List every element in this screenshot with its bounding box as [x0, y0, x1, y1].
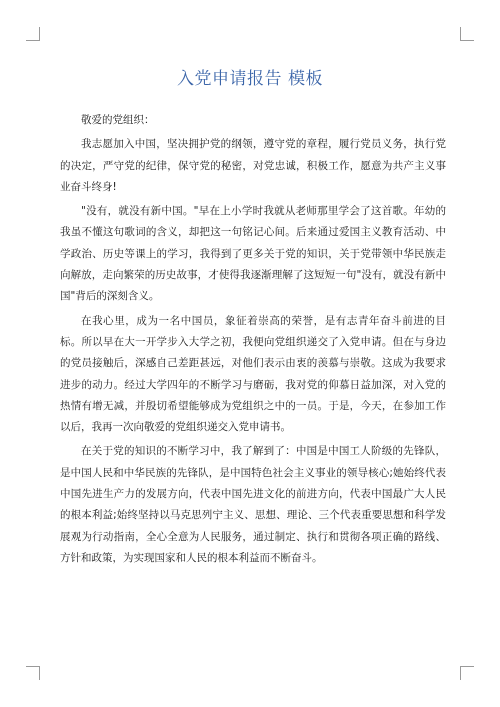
document-body	[60, 110, 446, 572]
salutation: 敬爱的党组织：	[81, 114, 155, 126]
paragraph-2: "没有，就没有新中国。"早在上小学时我就从老师那里学会了这首歌。年幼的我虽不懂这句歌词的含义，却把这一句铭记心间。后来通过爱国主义教育活动、中学政治、历史等课上的学习，我得到了更多关于党的知识，关于党带领中华民族走向解放，走向繁荣的历史故事，才使得我逐渐理解了这短短一句"没有，就没有新中国"背后的深刻含义。	[60, 205, 446, 303]
document-title: 入党申请报告 模板	[177, 69, 323, 89]
paragraph-4: 在关于党的知识的不断学习中，我了解到了：中国是中国工人阶级的先锋队，是中国人民和中华民族的先锋队，是中国特色社会主义事业的领导核心;她始终代表中国先进生产力的发展方向，代表中国先进文化的前进方向，代表中国最广大人民的根本利益;始终坚持以马克思列宁主义、思想、理论、三个代表重要思想和科学发展观为行动指南，全心全意为人民服务，通过制定、执行和贯彻各项正确的路线、方针和政策，为实现国家和人民的根本利益而不断奋斗。	[60, 445, 446, 564]
crop-mark-top-right	[460, 27, 474, 41]
crop-mark-top-left	[26, 27, 40, 41]
paragraph-3: 在我心里，成为一名中国员，象征着崇高的荣誉，是有志青年奋斗前进的目标。所以早在大一开学步入大学之初，我便向党组织递交了入党申请。但在与身边的党员接触后，深感自己差距甚远，对他们表示由衷的羡慕与崇敬。这成为我要求进步的动力。经过大学四年的不断学习与磨砺，我对党的仰慕日益加深，对入党的热情有增无减，并殷切希望能够成为党组织之中的一员。于是，今天，在参加工作以后，我再一次向敬爱的党组织递交入党申请书。	[60, 314, 446, 434]
crop-mark-bottom-left	[26, 666, 40, 680]
crop-mark-bottom-right	[460, 666, 474, 680]
paragraph-1: 我志愿加入中国，坚决拥护党的纲领，遵守党的章程，履行党员义务，执行党的决定，严守党的纪律，保守党的秘密，对党忠诚，积极工作，愿意为共产主义事业奋斗终身!	[60, 138, 446, 193]
